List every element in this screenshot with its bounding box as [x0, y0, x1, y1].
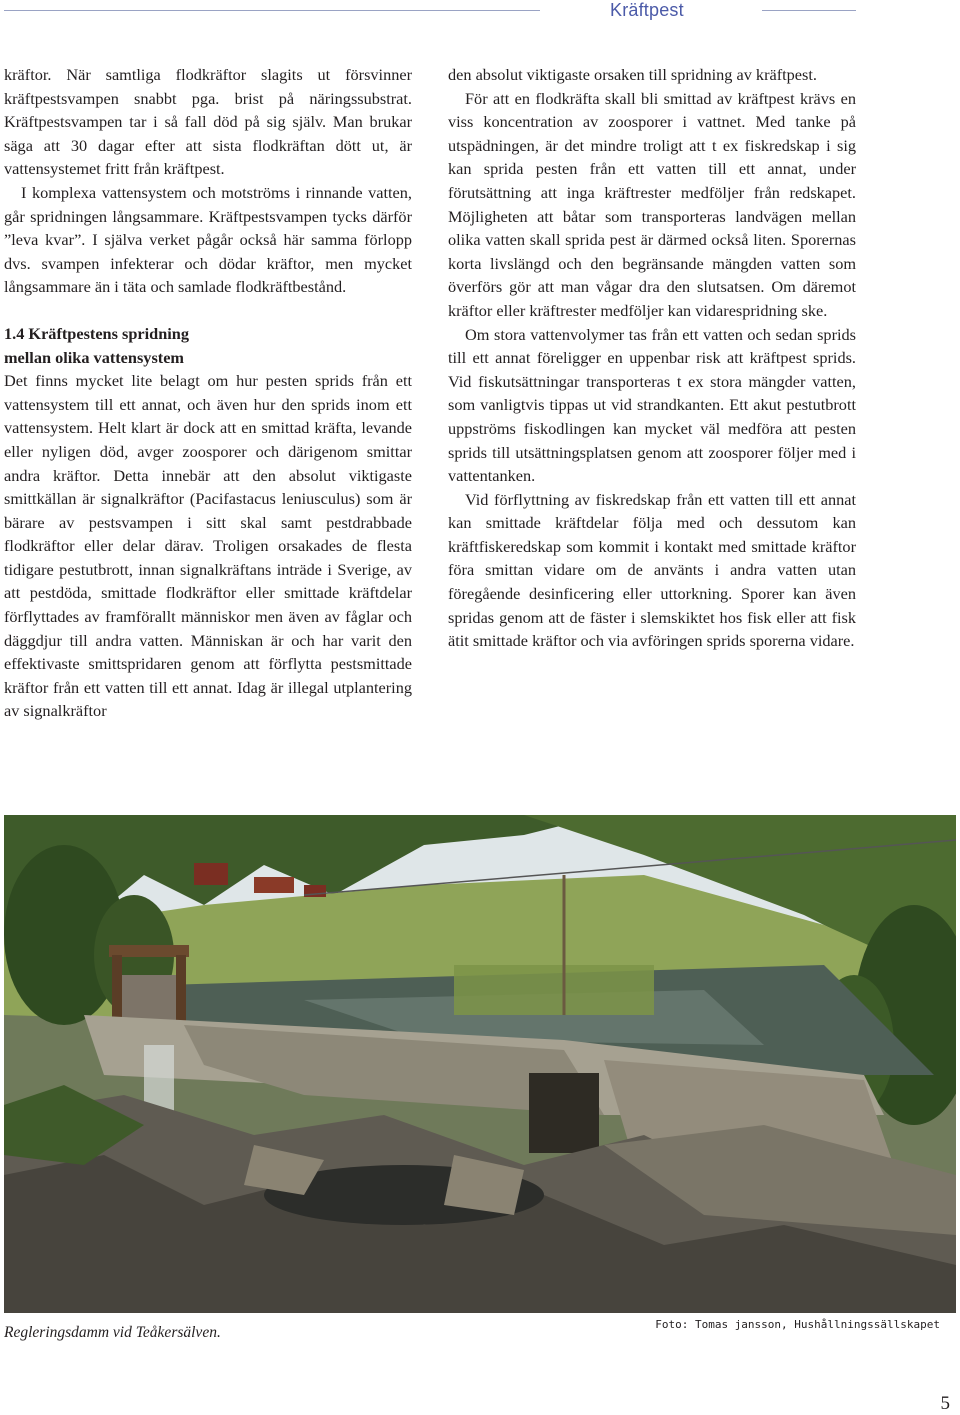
photo-credit: Foto: Tomas jansson, Hushållningssällskapet: [655, 1318, 940, 1331]
body-paragraph: kräftor. När samtliga flodkräftor slagits ut försvinner kräftpestsvampen snabbt pga. brist på näringssubstrat. Kräftpestsvampen tar i så fall död på sig själv. Man brukar säga att 30 dagar efter att sista flodkräftan dött ut, är vattensystemet fritt från kräftpest.: [4, 65, 412, 179]
running-header-title: Kräftpest: [610, 0, 684, 20]
left-column: [4, 63, 412, 723]
right-column: [448, 63, 856, 653]
body-paragraph: den absolut viktigaste orsaken till spridning av kräftpest.: [448, 65, 817, 84]
dam-photo: [4, 815, 956, 1313]
section-heading-line-2: mellan olika vattensystem: [4, 347, 184, 367]
body-paragraph: I komplexa vattensystem och motströms i rinnande vatten, går spridningen långsammare. Kräftpestsvampen tycks därför ”leva kvar”. I själva verket pågår också här samma förlopp dvs. svampen infekterar och dödar kräftor, men mycket långsammare än i täta och samlade flodkräftbestånd.: [4, 182, 412, 297]
header-rule-left: [4, 10, 540, 11]
body-paragraph: Det finns mycket lite belagt om hur pesten sprids från ett vattensystem till ett annat, och även hur den sprids inom ett vattensystem. Helt klart är dock att en smittad kräfta, levande eller nyligen död, avger zoosporer och därigenom smittar andra kräftor. Detta innebär att den absolut viktigaste smittkällan är signalkräftor (Pacifastacus leniusculus) som är bärare av pestsvampen i sitt skal samt pestdrabbade flodkräftor eller delar därav. Troligen orsakades de flesta tidigare pestutbrott, innan signalkräftans inträde i Sverige, av att pestdöda, smittade flodkräftor eller smittade kräftdelar förflyttades av framförallt människor men även av fåglar och däggdjur till andra vatten. Människan är och har varit den effektivaste smittspridaren genom att förflytta pestsmittade kräftor från ett vatten till ett annat. Idag är illegal utplantering av signalkräftor: [4, 371, 412, 721]
page-number: 5: [940, 1393, 950, 1414]
body-paragraph: Vid förflyttning av fiskredskap från ett vatten till ett annat kan smittade kräftdelar följa med och dessutom kan kräftfiskeredskap som kommit i kontakt med smittade kräftor föra smittan vidare om de använts i andra vatten utan föregående desinficering eller uttorkning. Sporer kan även spridas genom att de fäster i slemskiktet hos fisk eller att fisk ätit smittade kräftor och via avföringen sprids sporerna vidare.: [448, 489, 856, 651]
section-heading-line-1: 1.4 Kräftpestens spridning: [4, 323, 189, 343]
body-paragraph: Om stora vattenvolymer tas från ett vatten och sedan sprids till ett annat föreligger en uppenbar risk att kräftpest sprids. Vid fiskutsättningar transporteras t ex stora mängder vatten, som vanligtvis tippas ut vid strandkanten. Ett akut pestutbrott uppströms fiskodlingen kan mycket väl medföra att pesten sprids till utsättningsplatsen genom att zoosporer följer med i vattentanken.: [448, 324, 856, 486]
header-rule-right: [762, 10, 856, 11]
figure-caption: Regleringsdamm vid Teåkersälven.: [4, 1324, 221, 1341]
body-paragraph: För att en flodkräfta skall bli smittad av kräftpest krävs en viss koncentration av zoosporer i vattnet. Med tanke på utspädningen, är det mindre troligt att t ex fiskredskap i sig kan sprida pesten från ett vatten till ett annat, under förutsättning att inga kräftrester medföljer från redskapet. Möjligheten att båtar som transporteras landvägen mellan olika vatten skall sprida pest är därmed också liten. Sporernas korta livslängd och den begränsande mängden vatten som överförs gör att man vågar dra den slutsatsen. Om däremot kräftor eller kräftrester medföljer kan vidarespridning ske.: [448, 88, 856, 320]
